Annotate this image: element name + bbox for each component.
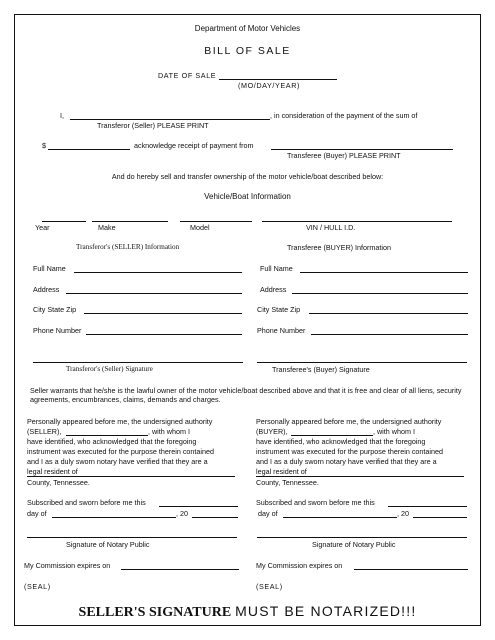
notary-left-line5: and I as a duly sworn notary have verified that they are a — [27, 457, 208, 466]
date-format-hint: (MO/DAY/YEAR) — [238, 81, 300, 90]
seller-full-name-field[interactable] — [74, 272, 242, 273]
seller-full-name-label: Full Name — [33, 264, 66, 273]
buyer-city-field[interactable] — [309, 313, 468, 314]
notary-right-commission: My Commission expires on — [256, 561, 343, 570]
notary-right-day-field[interactable] — [388, 506, 467, 507]
sell-transfer-text: And do hereby sell and transfer ownership of the motor vehicle/boat described below: — [111, 172, 384, 181]
notary-left-line6: legal resident of — [27, 467, 78, 476]
notary-right-seal: (SEAL) — [256, 582, 283, 591]
bill-of-sale-form — [14, 14, 481, 626]
notary-right-line5: and I as a duly sworn notary have verified that they are a — [256, 457, 437, 466]
acknowledge-text: acknowledge receipt of payment from — [134, 141, 254, 150]
notary-right-line1: Personally appeared before me, the undersigned authority — [256, 417, 442, 426]
vehicle-info-heading: Vehicle/Boat Information — [204, 192, 291, 201]
model-label: Model — [190, 223, 210, 232]
buyer-city-label: City State Zip — [257, 305, 301, 314]
seller-info-heading: Transferor's (SELLER) Information — [76, 243, 180, 251]
notarize-warning-bold: SELLER'S SIGNATURE — [78, 605, 232, 620]
seller-city-label: City State Zip — [33, 305, 77, 314]
seller-address-field[interactable] — [66, 293, 242, 294]
seller-signature-label: Transferor's (Seller) Signature — [66, 365, 153, 373]
notary-left-commission: My Commission expires on — [24, 561, 111, 570]
buyer-full-name-label: Full Name — [260, 264, 293, 273]
notary-right-subscribed: Subscribed and sworn before me this — [256, 498, 375, 507]
buyer-signature-line[interactable] — [257, 362, 467, 363]
transferor-print-hint: Transferor (Seller) PLEASE PRINT — [97, 121, 209, 130]
notary-left-seal: (SEAL) — [24, 582, 51, 591]
notary-right-year-prefix: , 20 — [397, 509, 409, 518]
buyer-phone-label: Phone Number — [257, 326, 306, 335]
notary-left-name-field[interactable] — [66, 435, 148, 436]
buyer-phone-field[interactable] — [311, 334, 468, 335]
notary-right-line4: instrument was executed for the purpose therein contained — [256, 447, 443, 456]
buyer-full-name-field[interactable] — [300, 272, 468, 273]
notary-right-name-field[interactable] — [291, 435, 373, 436]
dollar-sign: $ — [42, 141, 46, 150]
transferee-name-field[interactable] — [271, 149, 453, 150]
date-of-sale-field[interactable] — [219, 79, 337, 80]
notary-left-line2: , with whom I — [148, 427, 190, 436]
vin-label: VIN / HULL I.D. — [306, 223, 356, 232]
buyer-info-heading: Transferee (BUYER) Information — [287, 243, 391, 252]
notary-left-line1: Personally appeared before me, the undersigned authority — [27, 417, 213, 426]
form-title: BILL OF SALE — [204, 45, 291, 57]
notarize-warning — [14, 604, 481, 620]
vin-field[interactable] — [262, 221, 452, 222]
buyer-address-label: Address — [260, 285, 287, 294]
notary-left-role: (SELLER), — [27, 427, 62, 436]
seller-phone-field[interactable] — [86, 334, 242, 335]
notary-right-year-field[interactable] — [413, 517, 467, 518]
notary-right-signature-label: Signature of Notary Public — [312, 540, 396, 549]
transferee-print-hint: Transferee (Buyer) PLEASE PRINT — [287, 151, 401, 160]
seller-signature-line[interactable] — [33, 362, 243, 363]
notary-right-commission-field[interactable] — [354, 569, 468, 570]
notary-right-day-of: day of — [258, 509, 278, 518]
department-heading: Department of Motor Vehicles — [194, 24, 301, 33]
notarize-warning-rest: MUST BE NOTARIZED!!! — [235, 603, 417, 619]
notary-right-line6: legal resident of — [256, 467, 307, 476]
transferor-name-field[interactable] — [70, 119, 270, 120]
notary-left-subscribed: Subscribed and sworn before me this — [27, 498, 146, 507]
notary-left-signature-line[interactable] — [27, 537, 237, 538]
seller-address-label: Address — [33, 285, 60, 294]
buyer-address-field[interactable] — [292, 293, 468, 294]
notary-right-signature-line[interactable] — [257, 537, 467, 538]
notary-left-signature-label: Signature of Notary Public — [66, 540, 150, 549]
buyer-signature-label: Transferee's (Buyer) Signature — [272, 365, 370, 374]
notary-right-line3: have identified, who acknowledged that the foregoing — [256, 437, 426, 446]
notary-left-month-field[interactable] — [52, 517, 176, 518]
notary-left-resident-field[interactable] — [27, 476, 235, 477]
i-label: I, — [60, 111, 64, 120]
notary-left-line3: have identified, who acknowledged that the foregoing — [27, 437, 197, 446]
seller-warranty-text: Seller warrants that he/she is the lawful owner of the motor vehicle/boat described above and that it is free and clear of all liens, security agreements, encumbrances, claims, demands and charges. — [30, 386, 462, 404]
make-label: Make — [98, 223, 116, 232]
seller-city-field[interactable] — [84, 313, 242, 314]
notary-left-year-field[interactable] — [192, 517, 238, 518]
payment-amount-field[interactable] — [48, 149, 130, 150]
date-of-sale-label: DATE OF SALE — [158, 71, 217, 80]
seller-phone-label: Phone Number — [33, 326, 82, 335]
notary-right-line2: , with whom I — [373, 427, 415, 436]
notary-right-county: County, Tennessee. — [256, 478, 319, 487]
notary-left-year-prefix: , 20 — [176, 509, 188, 518]
notary-left-day-field[interactable] — [159, 506, 238, 507]
notary-right-resident-field[interactable] — [256, 476, 464, 477]
notary-left-day-of: day of — [27, 509, 47, 518]
year-field[interactable] — [42, 221, 86, 222]
make-field[interactable] — [92, 221, 168, 222]
notary-right-role: (BUYER), — [256, 427, 288, 436]
notary-right-month-field[interactable] — [283, 517, 397, 518]
notary-left-commission-field[interactable] — [121, 569, 239, 570]
year-label: Year — [35, 223, 50, 232]
consideration-text: , in consideration of the payment of the sum of — [270, 111, 418, 120]
notary-left-county: County, Tennessee. — [27, 478, 90, 487]
model-field[interactable] — [180, 221, 252, 222]
notary-left-line4: instrument was executed for the purpose therein contained — [27, 447, 214, 456]
